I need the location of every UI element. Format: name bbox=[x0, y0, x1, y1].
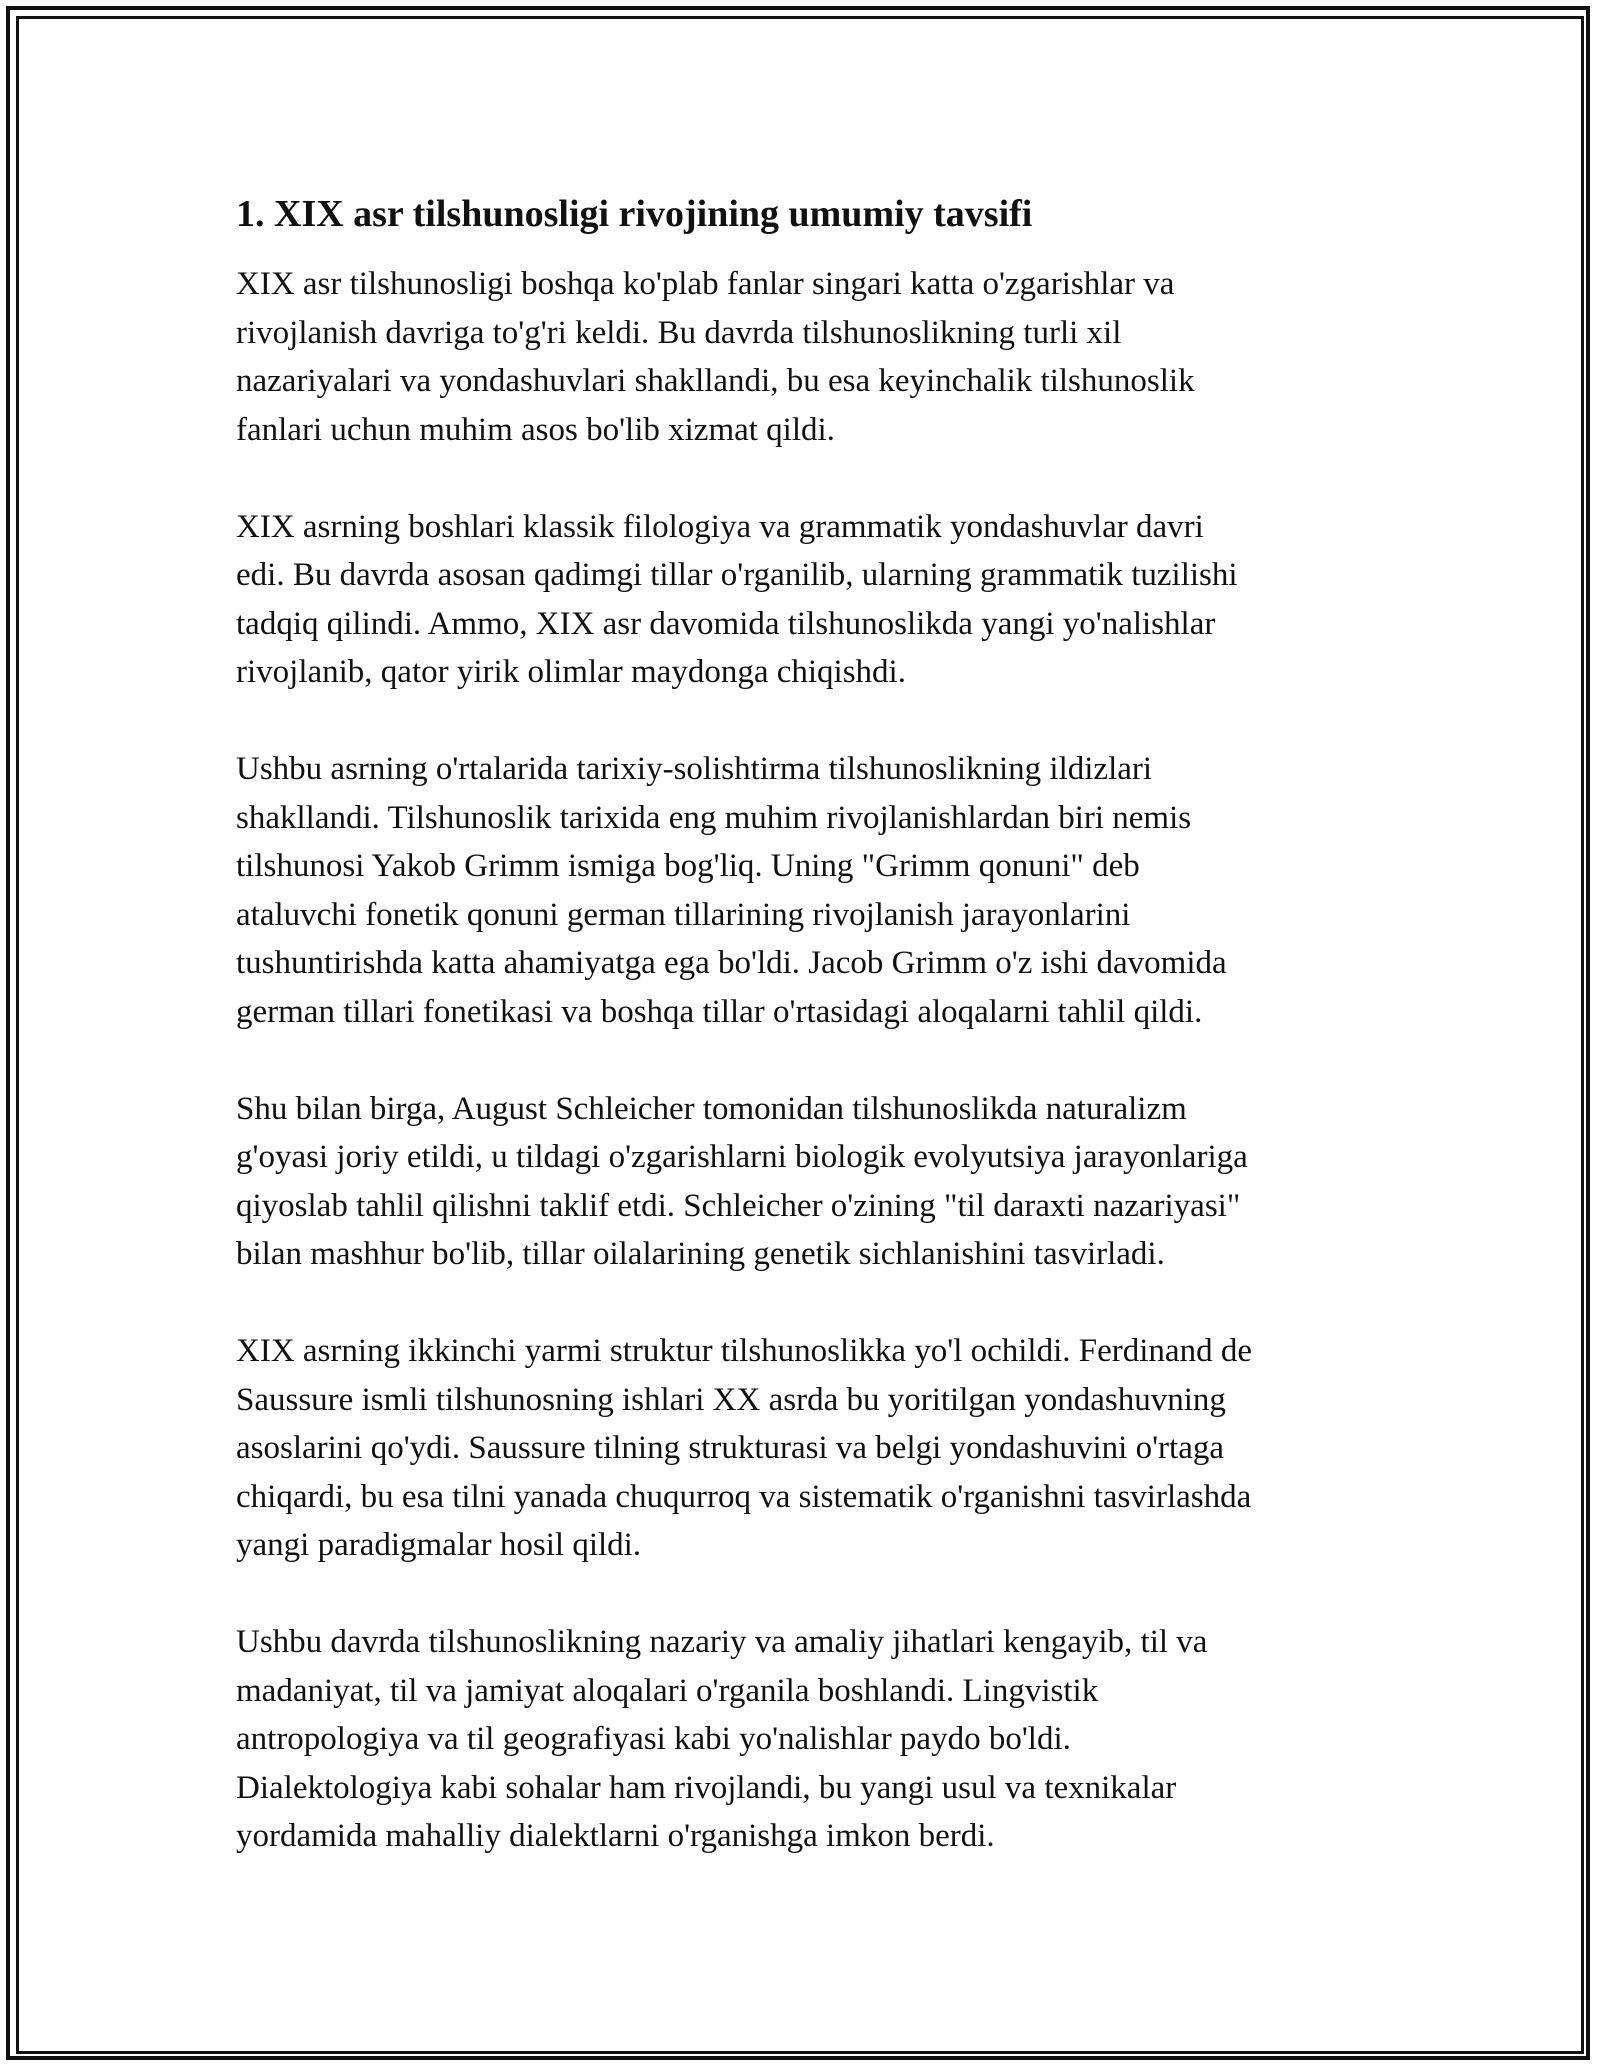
paragraph-list bbox=[236, 260, 1386, 1861]
paragraph-line: madaniyat, til va jamiyat aloqalari o'rganila boshlandi. Lingvistik bbox=[236, 1672, 1099, 1709]
paragraph-line: nazariyalari va yondashuvlari shakllandi, bu esa keyinchalik tilshunoslik bbox=[236, 363, 1195, 399]
paragraph-line: Ushbu asrning o'rtalarida tarixiy-solishtirma tilshunoslikning ildizlari bbox=[236, 751, 1153, 787]
paragraph-line: XIX asrning boshlari klassik filologiya va grammatik yondashuvlar davri bbox=[236, 508, 1204, 545]
paragraph-line: Saussure ismli tilshunosning ishlari XX asrda bu yoritilgan yondashuvning bbox=[236, 1381, 1226, 1418]
paragraph-line: g'oyasi joriy etildi, u tildagi o'zgarishlarni biologik evolyutsiya jarayonlariga bbox=[236, 1139, 1248, 1175]
paragraph-line: asoslarini qo'ydi. Saussure tilning strukturasi va belgi yondashuvini o'rtaga bbox=[236, 1430, 1225, 1466]
document-body bbox=[236, 190, 1386, 1909]
body-paragraph bbox=[236, 1085, 1386, 1279]
paragraph-line: german tillari fonetikasi va boshqa tillar o'rtasidagi aloqalarni tahlil qildi. bbox=[236, 993, 1203, 1030]
paragraph-line: bilan mashhur bo'lib, tillar oilalarining genetik sichlanishini tasvirladi. bbox=[236, 1236, 1165, 1272]
paragraph-line: chiqardi, bu esa tilni yanada chuqurroq va sistematik o'rganishni tasvirlashda bbox=[236, 1478, 1252, 1515]
paragraph-line: yordamida mahalliy dialektlarni o'rganishga imkon berdi. bbox=[236, 1818, 995, 1854]
paragraph-line: qiyoslab tahlil qilishni taklif etdi. Schleicher o'zining "til daraxti nazariyasi" bbox=[236, 1187, 1241, 1224]
paragraph-line: rivojlanish davriga to'g'ri keldi. Bu davrda tilshunoslikning turli xil bbox=[236, 314, 1122, 351]
paragraph-line: tilshunosi Yakob Grimm ismiga bog'liq. Uning "Grimm qonuni" deb bbox=[236, 848, 1140, 884]
paragraph-line: Ushbu davrda tilshunoslikning nazariy va amaliy jihatlari kengayib, til va bbox=[236, 1624, 1208, 1660]
body-paragraph bbox=[236, 503, 1386, 697]
paragraph-line: fanlari uchun muhim asos bo'lib xizmat qildi. bbox=[236, 411, 835, 448]
paragraph-line: antropologiya va til geografiyasi kabi yo'nalishlar paydo bo'ldi. bbox=[236, 1721, 1071, 1757]
section-title: 1. XIX asr tilshunosligi rivojining umumiy tavsifi bbox=[236, 193, 1033, 235]
paragraph-line: edi. Bu davrda asosan qadimgi tillar o'rganilib, ularning grammatik tuzilishi bbox=[236, 557, 1238, 593]
paragraph-line: shakllandi. Tilshunoslik tarixida eng muhim rivojlanishlardan biri nemis bbox=[236, 799, 1192, 836]
body-paragraph bbox=[236, 1327, 1386, 1570]
paragraph-line: Dialektologiya kabi sohalar ham rivojlandi, bu yangi usul va texnikalar bbox=[236, 1769, 1177, 1806]
body-paragraph bbox=[236, 260, 1386, 454]
paragraph-line: ataluvchi fonetik qonuni german tillarining rivojlanish jarayonlarini bbox=[236, 896, 1131, 933]
paragraph-line: yangi paradigmalar hosil qildi. bbox=[236, 1527, 642, 1563]
paragraph-line: tushuntirishda katta ahamiyatga ega bo'ldi. Jacob Grimm o'z ishi davomida bbox=[236, 945, 1227, 981]
paragraph-line: Shu bilan birga, August Schleicher tomonidan tilshunoslikda naturalizm bbox=[236, 1090, 1187, 1127]
paragraph-line: XIX asr tilshunosligi boshqa ko'plab fanlar singari katta o'zgarishlar va bbox=[236, 266, 1175, 302]
body-paragraph bbox=[236, 745, 1386, 1036]
paragraph-line: rivojlanib, qator yirik olimlar maydonga chiqishdi. bbox=[236, 654, 906, 690]
paragraph-line: tadqiq qilindi. Ammo, XIX asr davomida tilshunoslikda yangi yo'nalishlar bbox=[236, 605, 1216, 642]
body-paragraph bbox=[236, 1618, 1386, 1861]
paragraph-line: XIX asrning ikkinchi yarmi struktur tilshunoslikka yo'l ochildi. Ferdinand de bbox=[236, 1333, 1252, 1369]
